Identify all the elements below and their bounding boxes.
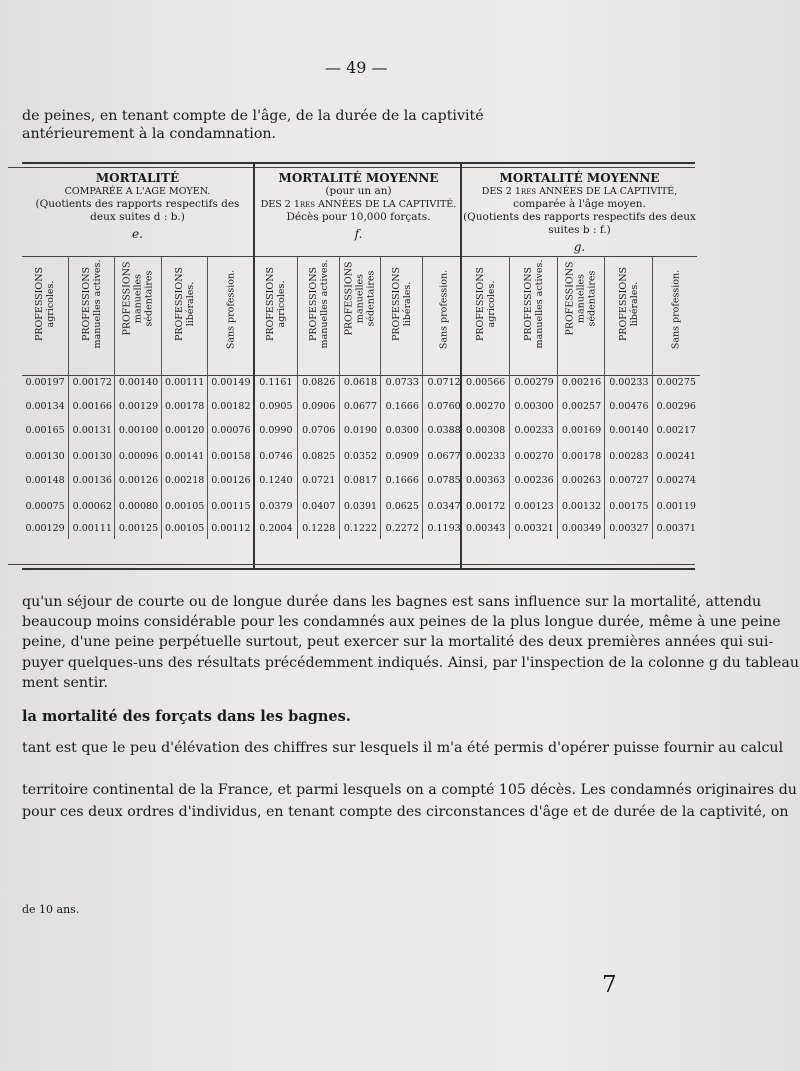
table-cell: 0.00140 [118, 377, 159, 388]
table-cell: 0.1193 [427, 523, 461, 534]
group-f-columns [255, 256, 462, 539]
table-cell: 0.00129 [118, 401, 159, 412]
intro-line-2: antérieurement à la condamnation. [22, 126, 277, 142]
table-cell: 0.0677 [427, 451, 461, 462]
column-header-label: PROFESSIONS libérales. [173, 266, 196, 342]
table-cell: 0.00105 [165, 501, 205, 512]
table-cell: 0.00140 [609, 425, 649, 436]
table-cell: 0.00141 [165, 451, 205, 462]
section-heading: la mortalité des forçats dans les bagnes. [22, 708, 351, 725]
line-after-heading: tant est que le peu d'élévation des chiffres sur lesquels il m'a été permis d'opérer puisse fournir au calcul [22, 740, 784, 756]
table-column [422, 257, 465, 539]
column-header [208, 259, 254, 376]
table-cell: 0.0190 [343, 425, 378, 436]
table-column [652, 257, 700, 539]
mortality-table [22, 162, 695, 570]
table-cell: 0.00149 [211, 377, 251, 388]
table-column [380, 257, 423, 539]
column-header [298, 259, 340, 376]
table-cell: 0.0785 [427, 475, 461, 486]
table-cell: 0.00111 [72, 523, 112, 534]
table-cell: 0.0826 [302, 377, 336, 388]
table-cell: 0.00308 [466, 425, 506, 436]
table-cell: 0.00100 [118, 425, 159, 436]
column-header-label: Sans profession. [438, 269, 450, 350]
table-cell: 0.00236 [514, 475, 554, 486]
table-cell: 0.00727 [609, 475, 649, 486]
table-cell: 0.0407 [302, 501, 336, 512]
table-cell: 0.0388 [427, 425, 461, 436]
column-header-label: PROFESSIONS agricoles. [34, 266, 57, 342]
group-f-letter: f. [354, 227, 363, 241]
page-number: — 49 — [325, 58, 388, 77]
column-header-label: PROFESSIONS manuelles actives. [81, 259, 104, 349]
table-cell: 0.00270 [466, 401, 506, 412]
table-cell: 0.00075 [25, 501, 65, 512]
table-cell: 0.00566 [466, 377, 506, 388]
table-column [114, 257, 161, 539]
column-header-label: PROFESSIONS manuelles sédentaires [564, 261, 598, 336]
table-column [22, 257, 68, 539]
table-cell: 0.00178 [165, 401, 205, 412]
table-cell: 0.00120 [165, 425, 205, 436]
body-line-1: qu'un séjour de courte ou de longue durée dans les bagnes est sans influence sur la mortalité, attendu [22, 594, 762, 610]
group-g-title: MORTALITÉ MOYENNE [499, 171, 660, 185]
table-cell: 0.00371 [656, 523, 696, 534]
table-cell: 0.00169 [561, 425, 602, 436]
small-note: de 10 ans. [22, 903, 80, 916]
table-cell: 0.2272 [385, 523, 419, 534]
column-header [510, 259, 557, 376]
table-cell: 0.00217 [656, 425, 696, 436]
table-cell: 0.00130 [25, 451, 65, 462]
table-cell: 0.0906 [302, 401, 336, 412]
table-cell: 0.00129 [25, 523, 65, 534]
group-e-title: MORTALITÉ [95, 171, 180, 185]
group-g-letter: g. [573, 240, 586, 254]
table-column [509, 257, 557, 539]
table-cell: 0.0712 [427, 377, 461, 388]
table-column [557, 257, 605, 539]
table-cell: 0.00343 [466, 523, 506, 534]
column-header [162, 259, 208, 376]
group-e-letter: e. [132, 227, 143, 241]
group-g-subtitle-2: comparée à l'âge moyen. [513, 198, 646, 210]
table-cell: 0.00233 [514, 425, 554, 436]
table-cell: 0.0817 [343, 475, 378, 486]
table-cell: 0.00233 [466, 451, 506, 462]
group-e-header [22, 172, 253, 241]
body-line-5: ment sentir. [22, 675, 108, 691]
table-cell: 0.00080 [118, 501, 159, 512]
group-g-note: (Quotients des rapports respectifs des deux suites b : f.) [463, 211, 696, 236]
column-header-label: PROFESSIONS manuelles sédentaires [121, 261, 155, 336]
table-cell: 0.00241 [656, 451, 696, 462]
table-cell: 0.00270 [514, 451, 554, 462]
body-line-3: peine, d'une peine perpétuelle surtout, peut exercer sur la mortalité des deux premières années qui sui- [22, 634, 774, 650]
table-cell: 0.0352 [343, 451, 378, 462]
lower-line-1: territoire continental de la France, et parmi lesquels on a compté 105 décès. Les condamnés originaires du [22, 782, 797, 798]
group-f-subtitle-2: DES 2 1res ANNÉES DE LA CAPTIVITÉ. [260, 199, 457, 210]
table-column [207, 257, 254, 539]
column-header-label: Sans profession. [670, 269, 682, 350]
table-cell: 0.1666 [385, 475, 419, 486]
table-cell: 0.00216 [561, 377, 602, 388]
table-cell: 0.00126 [211, 475, 251, 486]
table-cell: 0.1666 [385, 401, 419, 412]
table-cell: 0.00166 [72, 401, 112, 412]
table-cell: 0.0677 [343, 401, 378, 412]
group-f-title: MORTALITÉ MOYENNE [278, 171, 439, 185]
table-cell: 0.00257 [561, 401, 602, 412]
lower-line-2: pour ces deux ordres d'individus, en tenant compte des circonstances d'âge et de durée de la captivité, on [22, 804, 789, 820]
table-cell: 0.00165 [25, 425, 65, 436]
column-header-label: PROFESSIONS manuelles actives. [307, 259, 330, 349]
group-f [253, 164, 462, 568]
table-cell: 0.00178 [561, 451, 602, 462]
column-header [462, 259, 509, 376]
column-header-label: PROFESSIONS libérales. [617, 266, 640, 342]
column-header-label: PROFESSIONS agricoles. [264, 266, 287, 342]
table-cell: 0.00218 [165, 475, 205, 486]
table-cell: 0.0746 [259, 451, 293, 462]
table-cell: 0.00300 [514, 401, 554, 412]
column-header [605, 259, 652, 376]
table-cell: 0.0905 [259, 401, 293, 412]
table-cell: 0.0706 [302, 425, 336, 436]
table-cell: 0.1161 [259, 377, 293, 388]
table-column [161, 257, 208, 539]
group-g [460, 164, 697, 568]
column-header-label: PROFESSIONS libérales. [391, 266, 414, 342]
table-cell: 0.00125 [118, 523, 159, 534]
table-cell: 0.00172 [72, 377, 112, 388]
table-cell: 0.00130 [72, 451, 112, 462]
group-e-subtitle: COMPARÉE A L'AGE MOYEN. [64, 186, 211, 197]
intro-line-1: de peines, en tenant compte de l'âge, de la durée de la captivité [22, 108, 484, 124]
table-cell: 0.00111 [165, 377, 205, 388]
table-cell: 0.00327 [609, 523, 649, 534]
group-g-subtitle: DES 2 1res ANNÉES DE LA CAPTIVITÉ, [481, 186, 678, 197]
table-cell: 0.00119 [656, 501, 696, 512]
table-cell: 0.0733 [385, 377, 419, 388]
table-cell: 0.00158 [211, 451, 251, 462]
table-cell: 0.0625 [385, 501, 419, 512]
column-header [381, 259, 423, 376]
table-cell: 0.00363 [466, 475, 506, 486]
column-header-label: PROFESSIONS manuelles sédentaires [343, 261, 377, 336]
table-cell: 0.1240 [259, 475, 293, 486]
column-header [22, 259, 68, 376]
table-cell: 0.00175 [609, 501, 649, 512]
table-cell: 0.00136 [72, 475, 112, 486]
group-e-columns [22, 256, 253, 539]
table-cell: 0.0990 [259, 425, 293, 436]
table-cell: 0.0721 [302, 475, 336, 486]
group-e-note: (Quotients des rapports respectifs des deux suites d : b.) [35, 198, 240, 223]
table-cell: 0.00279 [514, 377, 554, 388]
column-header [340, 259, 382, 376]
table-cell: 0.00197 [25, 377, 65, 388]
table-cell: 0.00172 [466, 501, 506, 512]
table-cell: 0.0825 [302, 451, 336, 462]
table-cell: 0.2004 [259, 523, 293, 534]
table-cell: 0.00349 [561, 523, 602, 534]
table-cell: 0.00076 [211, 425, 251, 436]
table-cell: 0.0379 [259, 501, 293, 512]
table-cell: 0.00131 [72, 425, 112, 436]
group-f-header [255, 172, 462, 241]
table-cell: 0.0347 [427, 501, 461, 512]
table-cell: 0.00132 [561, 501, 602, 512]
group-f-note: Décès pour 10,000 forçats. [286, 211, 431, 223]
table-cell: 0.00148 [25, 475, 65, 486]
table-cell: 0.00105 [165, 523, 205, 534]
column-header [69, 259, 115, 376]
table-cell: 0.00275 [656, 377, 696, 388]
table-cell: 0.00115 [211, 501, 251, 512]
table-cell: 0.00096 [118, 451, 159, 462]
table-column [462, 257, 509, 539]
table-column [255, 257, 297, 539]
column-header [255, 259, 297, 376]
body-line-2: beaucoup moins considérable pour les condamnés aux peines de la plus longue durée, même à une peine [22, 614, 781, 630]
table-cell: 0.0300 [385, 425, 419, 436]
column-header [423, 259, 465, 376]
column-header-label: PROFESSIONS manuelles actives. [523, 259, 546, 349]
group-f-subtitle: (pour un an) [325, 185, 392, 197]
table-cell: 0.00283 [609, 451, 649, 462]
table-cell: 0.0618 [343, 377, 378, 388]
table-cell: 0.00126 [118, 475, 159, 486]
table-cell: 0.00321 [514, 523, 554, 534]
table-cell: 0.00263 [561, 475, 602, 486]
table-cell: 0.1222 [343, 523, 378, 534]
table-cell: 0.0760 [427, 401, 461, 412]
table-cell: 0.00233 [609, 377, 649, 388]
group-e [22, 164, 253, 568]
table-cell: 0.00123 [514, 501, 554, 512]
group-g-columns [462, 256, 697, 539]
table-cell: 0.00274 [656, 475, 696, 486]
column-header [115, 259, 161, 376]
table-cell: 0.00112 [211, 523, 251, 534]
table-column [68, 257, 115, 539]
table-column [604, 257, 652, 539]
table-cell: 0.0909 [385, 451, 419, 462]
table-cell: 0.0391 [343, 501, 378, 512]
body-line-4: puyer quelques-uns des résultats précédemment indiqués. Ainsi, par l'inspection de la colonne g du tableau [22, 655, 799, 671]
table-column [339, 257, 382, 539]
table-column [297, 257, 340, 539]
table-cell: 0.1228 [302, 523, 336, 534]
signature-mark: 7 [602, 972, 617, 998]
column-header [558, 259, 605, 376]
column-header-label: PROFESSIONS agricoles. [474, 266, 497, 342]
table-cell: 0.00134 [25, 401, 65, 412]
table-cell: 0.00182 [211, 401, 251, 412]
column-header [653, 259, 700, 376]
column-header-label: Sans profession. [225, 269, 237, 350]
table-cell: 0.00062 [72, 501, 112, 512]
table-cell: 0.00296 [656, 401, 696, 412]
group-g-header [462, 172, 697, 254]
table-cell: 0.00476 [609, 401, 649, 412]
